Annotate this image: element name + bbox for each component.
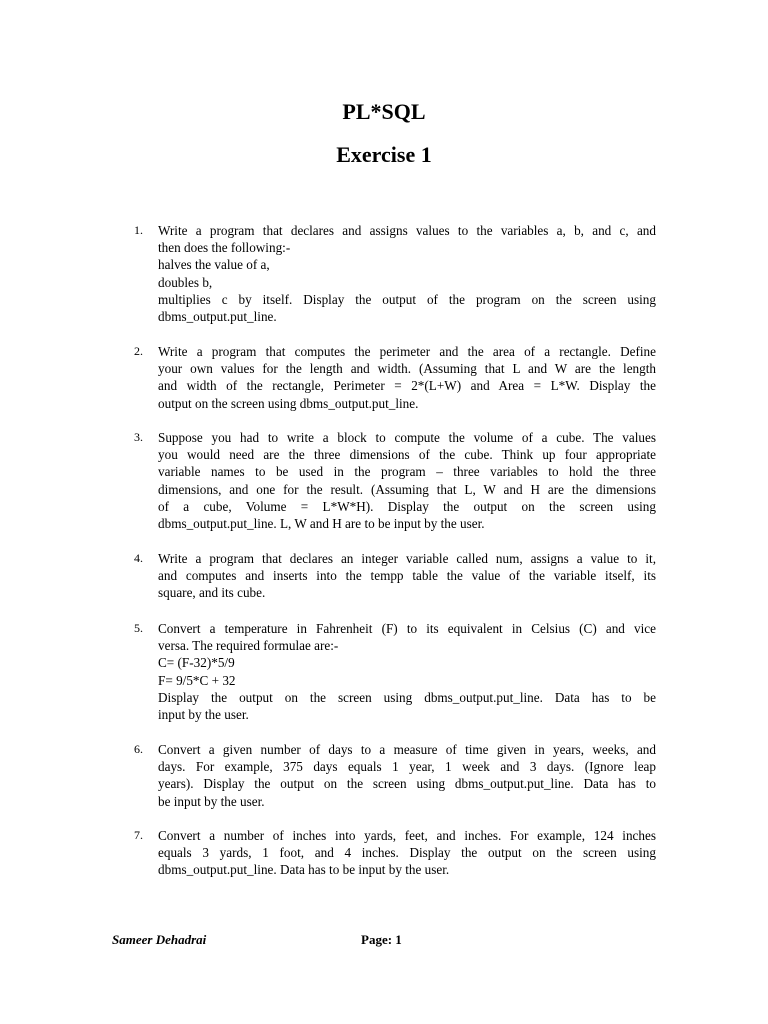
exercise-line: years). Display the output on the screen using dbms_output.put_line. Data has to bbox=[158, 776, 656, 792]
exercise-number: 6. bbox=[134, 742, 143, 756]
exercise-line: dbms_output.put_line. Data has to be input by the user. bbox=[158, 862, 450, 878]
exercise-line: of a cube, Volume = L*W*H). Display the output on the screen using bbox=[158, 498, 656, 514]
exercise-number: 4. bbox=[134, 551, 143, 565]
exercise-line: and width of the rectangle, Perimeter = 2*(L+W) and Area = L*W. Display the bbox=[158, 378, 656, 394]
exercise-line: Convert a given number of days to a measure of time given in years, weeks, and bbox=[158, 742, 656, 757]
footer-author: Sameer Dehadrai bbox=[112, 932, 207, 947]
page-subtitle: Exercise 1 bbox=[336, 142, 432, 167]
exercise-line: input by the user. bbox=[158, 707, 249, 723]
exercise-line: square, and its cube. bbox=[158, 585, 266, 601]
exercise-line: then does the following:- bbox=[158, 240, 291, 256]
exercise-line: Display the output on the screen using dbms_output.put_line. Data has to be bbox=[158, 689, 656, 705]
exercise-text bbox=[158, 343, 656, 412]
exercise-line: and computes and inserts into the tempp table the value of the variable itself, its bbox=[158, 568, 656, 584]
exercise-number: 7. bbox=[134, 828, 143, 842]
exercise-number: 3. bbox=[134, 430, 143, 444]
exercise-text bbox=[158, 741, 656, 810]
exercise-line: equals 3 yards, 1 foot, and 4 inches. Display the output on the screen using bbox=[158, 845, 656, 861]
exercise-number: 2. bbox=[134, 344, 143, 358]
exercise-line: output on the screen using dbms_output.put_line. bbox=[158, 395, 419, 411]
exercise-line: halves the value of a, bbox=[158, 257, 270, 273]
exercise-line: you would need are the three dimensions of the cube. Think up four appropriate bbox=[158, 447, 656, 463]
exercise-line: Write a program that computes the perimeter and the area of a rectangle. Define bbox=[158, 344, 656, 359]
exercise-number: 5. bbox=[134, 621, 143, 635]
exercise-line: dimensions, and one for the result. (Assuming that L, W and H are the dimensions bbox=[158, 481, 656, 497]
exercise-line: versa. The required formulae are:- bbox=[158, 638, 339, 654]
exercise-text bbox=[158, 620, 656, 723]
exercise-line: variable names to be used in the program – three variables to hold the three bbox=[158, 464, 656, 480]
exercise-line: Convert a temperature in Fahrenheit (F) to its equivalent in Celsius (C) and vice bbox=[158, 621, 656, 636]
exercise-line: dbms_output.put_line. L, W and H are to be input by the user. bbox=[158, 516, 485, 532]
exercise-text bbox=[158, 429, 656, 532]
exercise-line: Suppose you had to write a block to compute the volume of a cube. The values bbox=[158, 430, 656, 445]
footer-page-number: Page: 1 bbox=[361, 932, 402, 947]
exercise-text bbox=[158, 550, 656, 602]
page-title: PL*SQL bbox=[342, 99, 426, 124]
exercise-line: Convert a number of inches into yards, feet, and inches. For example, 124 inches bbox=[158, 828, 656, 843]
exercise-text bbox=[158, 827, 656, 879]
exercise-line: Write a program that declares an integer variable called num, assigns a value to it, bbox=[158, 551, 656, 566]
exercise-line: be input by the user. bbox=[158, 793, 265, 809]
exercise-line: dbms_output.put_line. bbox=[158, 309, 277, 325]
exercise-line: multiplies c by itself. Display the output of the program on the screen using bbox=[158, 291, 656, 307]
exercise-line: Write a program that declares and assigns values to the variables a, b, and c, and bbox=[158, 223, 656, 238]
exercise-text bbox=[158, 222, 656, 325]
exercise-line: F= 9/5*C + 32 bbox=[158, 672, 236, 688]
exercise-number: 1. bbox=[134, 223, 143, 237]
exercise-line: doubles b, bbox=[158, 274, 213, 290]
exercise-line: C= (F-32)*5/9 bbox=[158, 655, 235, 671]
exercise-line: your own values for the length and width. (Assuming that L and W are the length bbox=[158, 361, 656, 377]
exercise-line: days. For example, 375 days equals 1 year, 1 week and 3 days. (Ignore leap bbox=[158, 759, 656, 775]
